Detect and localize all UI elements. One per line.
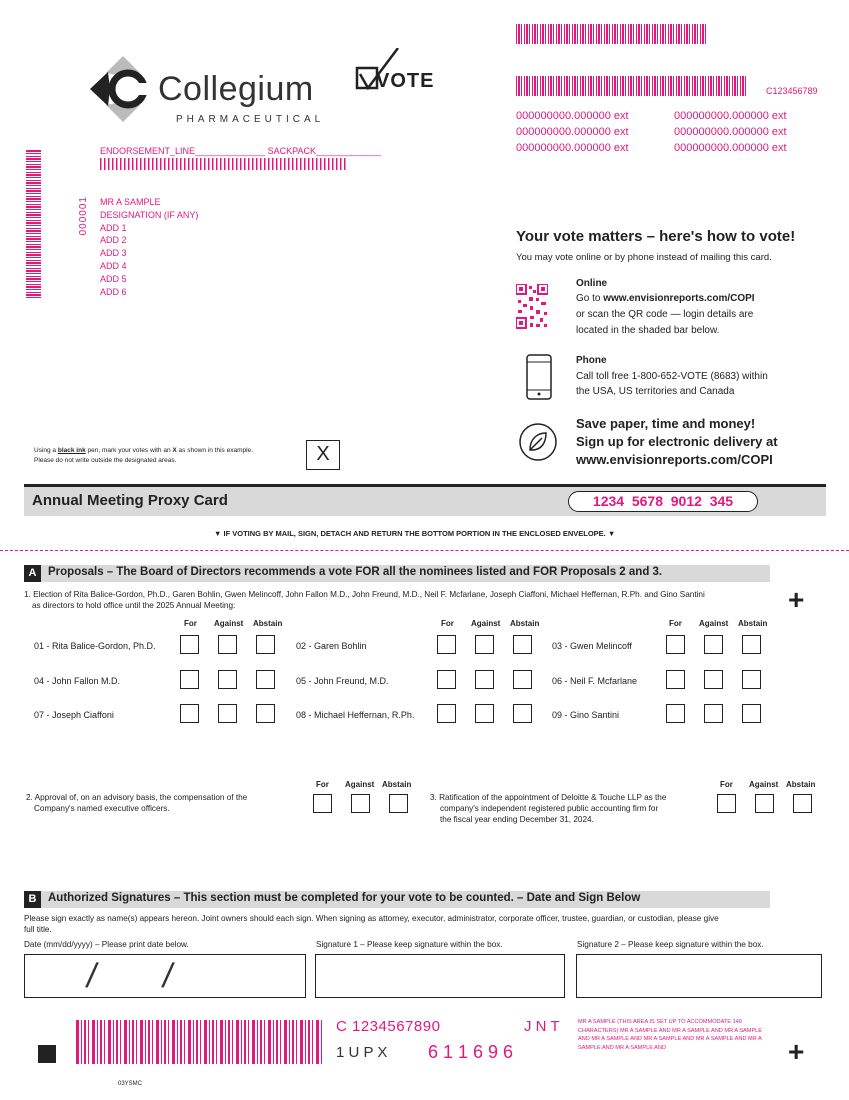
- address-line: ADD 3: [100, 248, 127, 259]
- proposal1-line2: as directors to hold office until the 2025 Annual Meeting:: [32, 601, 236, 610]
- col-abstain: Abstain: [510, 619, 540, 628]
- proposal3-abstain-checkbox[interactable]: [793, 794, 812, 813]
- col-against: Against: [471, 619, 501, 628]
- col-for: For: [316, 780, 329, 789]
- serial-number: 000001: [78, 196, 89, 236]
- mark-instructions: [34, 446, 253, 466]
- registration-square: [38, 1045, 56, 1063]
- ext-line: 000000000.000000 ext: [674, 126, 787, 138]
- online-line1-prefix: Go to: [576, 293, 604, 304]
- eco-line1: Save paper, time and money!: [576, 416, 756, 431]
- proxy-card-bar: [24, 487, 826, 516]
- nominee-04-for-checkbox[interactable]: [180, 670, 199, 689]
- nominee-08-against-checkbox[interactable]: [475, 704, 494, 723]
- mail-notice: ▼ IF VOTING BY MAIL, SIGN, DETACH AND RETURN THE BOTTOM PORTION IN THE ENCLOSED ENVELOPE. ▼: [214, 529, 616, 538]
- signature-instructions: [24, 913, 719, 935]
- nominee-04-abstain-checkbox[interactable]: [256, 670, 275, 689]
- endorsement-line: ENDORSEMENT_LINE______________ SACKPACK_____________: [100, 146, 382, 156]
- instruction-line1: [34, 446, 253, 456]
- nominee-07-for-checkbox[interactable]: [180, 704, 199, 723]
- col-against: Against: [749, 780, 779, 789]
- proposal2-line1: 2. Approval of, on an advisory basis, the compensation of the: [26, 793, 248, 802]
- top-barcode: [516, 24, 706, 44]
- sig-instr-line1: Please sign exactly as name(s) appears hereon. Joint owners should each sign. When signing as attorney, executor, administrator, corporate officer, trustee, guardian, or custodian, please give: [24, 914, 719, 923]
- col-for: For: [669, 619, 682, 628]
- nominee-03-for-checkbox[interactable]: [666, 635, 685, 654]
- nominee-label: 09 - Gino Santini: [552, 710, 620, 720]
- nominee-09-abstain-checkbox[interactable]: [742, 704, 761, 723]
- nominee-02-against-checkbox[interactable]: [475, 635, 494, 654]
- date-separator: /: [83, 957, 100, 995]
- proposal3-text: [430, 792, 666, 825]
- collegium-logo-icon: [88, 54, 158, 124]
- nominee-label: 01 - Rita Balice-Gordon, Ph.D.: [34, 641, 156, 651]
- mailing-address: [100, 196, 198, 298]
- proposal2-line2: Company's named executive officers.: [34, 804, 170, 813]
- company-name: Collegium: [158, 70, 314, 108]
- mobile-phone-icon: [526, 354, 552, 400]
- proposal2-for-checkbox[interactable]: [313, 794, 332, 813]
- footer-code4: 6 1 1 6 9 6: [428, 1042, 514, 1062]
- ext-line: 000000000.000000 ext: [516, 110, 629, 122]
- proposal3-line3: the fiscal year ending December 31, 2024.: [440, 815, 594, 824]
- nominee-05-abstain-checkbox[interactable]: [513, 670, 532, 689]
- nominee-08-for-checkbox[interactable]: [437, 704, 456, 723]
- proposal3-line2: company's independent registered public accounting firm for: [440, 804, 659, 813]
- section-b-title: Authorized Signatures – This section must be completed for your vote to be counted. – Date and Sign Below: [48, 892, 641, 904]
- footer-code1: C 1234567890: [336, 1018, 441, 1035]
- col-for: For: [184, 619, 197, 628]
- nominee-07-against-checkbox[interactable]: [218, 704, 237, 723]
- address-line: ADD 1: [100, 222, 127, 233]
- nominee-label: 03 - Gwen Melincoff: [552, 641, 632, 651]
- nominee-09-against-checkbox[interactable]: [704, 704, 723, 723]
- account-barcode: [516, 76, 748, 96]
- account-code: C123456789: [766, 86, 818, 96]
- qr-code-icon: [516, 284, 548, 330]
- nominee-01-for-checkbox[interactable]: [180, 635, 199, 654]
- footer-code3: 1 U P X: [336, 1044, 388, 1061]
- nominee-02-for-checkbox[interactable]: [437, 635, 456, 654]
- nominee-06-for-checkbox[interactable]: [666, 670, 685, 689]
- nominee-label: 04 - John Fallon M.D.: [34, 676, 121, 686]
- col-against: Against: [345, 780, 375, 789]
- proxy-card-title: Annual Meeting Proxy Card: [32, 492, 228, 509]
- eco-url-link[interactable]: www.envisionreports.com/COPI: [576, 452, 773, 467]
- col-against: Against: [699, 619, 729, 628]
- imb-barcode: [100, 158, 348, 170]
- nominee-06-against-checkbox[interactable]: [704, 670, 723, 689]
- footer-barcode: [76, 1020, 322, 1064]
- proposal3-line1: 3. Ratification of the appointment of Deloitte & Touche LLP as the: [430, 793, 667, 802]
- col-abstain: Abstain: [382, 780, 412, 789]
- sig-instr-line2: full title.: [24, 925, 52, 934]
- date-separator: /: [159, 957, 176, 995]
- phone-line1: Call toll free 1-800-652-VOTE (8683) within: [576, 371, 768, 382]
- footer-sample-text: MR A SAMPLE (THIS AREA IS SET UP TO ACCOMMODATE 140 CHARACTERS) MR A SAMPLE AND MR A SAMPLE AND MR A SAMPLE AND MR A SAMPLE AND MR A SAMPLE AND MR A SAMPLE AND MR A SAMPLE AND MR A SAMPLE AND: [578, 1019, 763, 1051]
- date-label: Date (mm/dd/yyyy) – Please print date below.: [24, 940, 189, 949]
- plus-mark: +: [788, 584, 805, 615]
- instruction-line2: Please do not write outside the designated areas.: [34, 457, 177, 464]
- proposal2-abstain-checkbox[interactable]: [389, 794, 408, 813]
- col-for: For: [720, 780, 733, 789]
- nominee-label: 08 - Michael Heffernan, R.Ph.: [296, 710, 415, 720]
- instr-black-ink: black ink: [57, 447, 86, 454]
- vote-logo: [354, 48, 444, 98]
- eco-line2: Sign up for electronic delivery at: [576, 434, 778, 449]
- address-line: ADD 4: [100, 260, 127, 271]
- nominee-01-abstain-checkbox[interactable]: [256, 635, 275, 654]
- online-line1: [576, 293, 755, 304]
- instr-text: pen, mark your votes with an: [85, 447, 173, 454]
- nominee-03-against-checkbox[interactable]: [704, 635, 723, 654]
- address-line: ADD 2: [100, 235, 127, 246]
- nominee-label: 07 - Joseph Ciaffoni: [34, 710, 114, 720]
- section-b-bar: [24, 891, 770, 908]
- col-for: For: [441, 619, 454, 628]
- nominee-label: 06 - Neil F. Mcfarlane: [552, 676, 638, 686]
- signature1-field[interactable]: [315, 954, 565, 998]
- nominee-01-against-checkbox[interactable]: [218, 635, 237, 654]
- nominee-label: 05 - John Freund, M.D.: [296, 676, 389, 686]
- address-line: ADD 5: [100, 273, 127, 284]
- address-line: DESIGNATION (IF ANY): [100, 209, 199, 220]
- nominee-05-for-checkbox[interactable]: [437, 670, 456, 689]
- section-b-tag: B: [24, 891, 41, 908]
- nominee-07-abstain-checkbox[interactable]: [256, 704, 275, 723]
- online-line3: located in the shaded bar below.: [576, 325, 720, 336]
- company-subtitle: PHARMACEUTICAL: [176, 114, 325, 125]
- nominee-06-abstain-checkbox[interactable]: [742, 670, 761, 689]
- nominee-label: 02 - Garen Bohlin: [296, 641, 367, 651]
- detach-line[interactable]: [0, 550, 849, 551]
- proposal2-text: [26, 792, 247, 814]
- ext-line: 000000000.000000 ext: [516, 142, 629, 154]
- sig2-label: Signature 2 – Please keep signature within the box.: [577, 940, 764, 949]
- col-abstain: Abstain: [738, 619, 768, 628]
- sig1-label: Signature 1 – Please keep signature within the box.: [316, 940, 503, 949]
- instr-text: as shown in this example.: [176, 447, 253, 454]
- date-field[interactable]: [24, 954, 306, 998]
- company-logo: [88, 54, 325, 134]
- proposal3-against-checkbox[interactable]: [755, 794, 774, 813]
- proposal2-against-checkbox[interactable]: [351, 794, 370, 813]
- ext-line: 000000000.000000 ext: [674, 142, 787, 154]
- col-against: Against: [214, 619, 244, 628]
- section-a-tag: A: [24, 565, 41, 582]
- signature2-field[interactable]: [576, 954, 822, 998]
- ext-line: 000000000.000000 ext: [516, 126, 629, 138]
- example-mark-box: X: [306, 440, 340, 470]
- vote-headline: Your vote matters – here's how to vote!: [516, 228, 796, 245]
- online-title: Online: [576, 278, 608, 289]
- proposal1-text: [24, 589, 705, 611]
- control-number: 1234 5678 9012 345: [568, 491, 758, 512]
- side-barcode: [26, 150, 41, 298]
- col-abstain: Abstain: [253, 619, 283, 628]
- online-url-link[interactable]: www.envisionreports.com/COPI: [603, 293, 755, 304]
- proposal3-for-checkbox[interactable]: [717, 794, 736, 813]
- instr-text: Using a: [34, 447, 58, 454]
- vote-subline: You may vote online or by phone instead of mailing this card.: [516, 252, 772, 263]
- nominee-03-abstain-checkbox[interactable]: [742, 635, 761, 654]
- nominee-05-against-checkbox[interactable]: [475, 670, 494, 689]
- address-line: MR A SAMPLE: [100, 197, 161, 207]
- section-a-bar: [24, 565, 770, 582]
- vote-logo-text: VOTE: [376, 70, 435, 92]
- ext-line: 000000000.000000 ext: [674, 110, 787, 122]
- nominee-04-against-checkbox[interactable]: [218, 670, 237, 689]
- nominee-02-abstain-checkbox[interactable]: [513, 635, 532, 654]
- col-abstain: Abstain: [786, 780, 816, 789]
- instr-x: X: [172, 447, 177, 454]
- section-a-title: Proposals – The Board of Directors recommends a vote FOR all the nominees listed and FOR Proposals 2 and 3.: [48, 566, 663, 578]
- proposal1-line1: 1. Election of Rita Balice-Gordon, Ph.D., Garen Bohlin, Gwen Melincoff, John Fallon M.D., John Freund, M.D., Neil F. Mcfarlane, Joseph Ciaffoni, Michael Heffernan, R.Ph. and Gino Santini: [24, 590, 705, 599]
- nominee-09-for-checkbox[interactable]: [666, 704, 685, 723]
- footer-plus-mark: +: [788, 1036, 805, 1067]
- leaf-icon: [518, 422, 558, 462]
- form-code: 03YSMC: [118, 1081, 143, 1087]
- online-line2: or scan the QR code — login details are: [576, 309, 754, 320]
- phone-title: Phone: [576, 355, 607, 366]
- nominee-08-abstain-checkbox[interactable]: [513, 704, 532, 723]
- footer-code2: J N T: [524, 1018, 560, 1035]
- address-line: ADD 6: [100, 286, 127, 297]
- phone-line2: the USA, US territories and Canada: [576, 386, 735, 397]
